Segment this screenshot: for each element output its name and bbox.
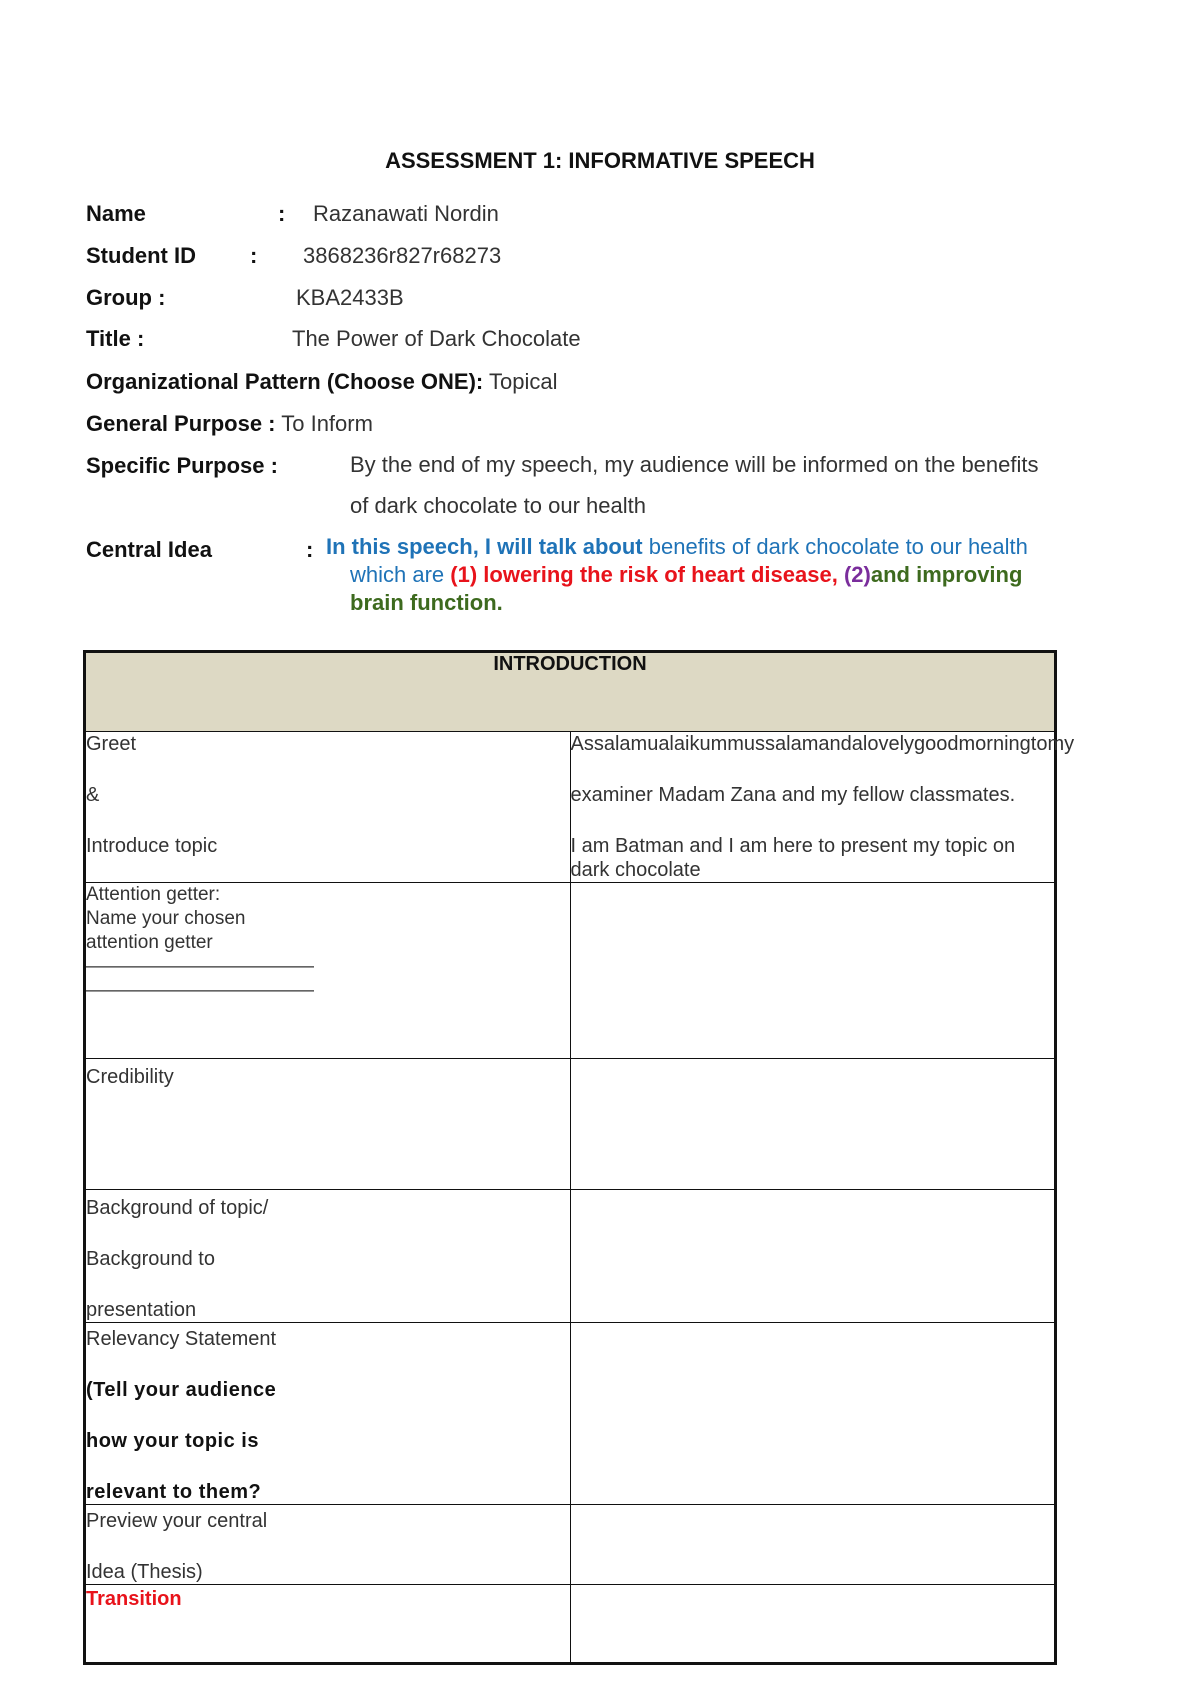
row-label-transition [85,1585,571,1664]
general-purpose-label: General Purpose : [86,411,276,436]
greet-word: lovely [862,733,915,755]
document-title: ASSESSMENT 1: INFORMATIVE SPEECH [385,148,815,173]
central-idea-which-are: which are [350,562,445,587]
student-id-value: 3868236r827r68273 [303,243,502,268]
table-header-row [85,652,1056,732]
attention-getter-hint1: Name your chosen [86,908,246,929]
greet-word: to [1030,733,1048,755]
background-label1: Background of topic/ [86,1197,269,1219]
table-row-background [85,1190,1056,1323]
greet-word: Assalamualaikummussalam [570,733,819,755]
attention-getter-label: Attention getter: [86,884,221,905]
org-pattern-row [86,369,557,395]
relevancy-hint3: relevant to them? [86,1481,262,1503]
org-pattern-label: Organizational Pattern (Choose ONE): [86,369,484,394]
row-content-greet[interactable] [570,732,1075,883]
introduction-table [83,650,1075,1665]
credibility-label: Credibility [86,1066,174,1088]
background-label2: Background to [86,1248,215,1270]
relevancy-hint1: (Tell your audience [86,1379,277,1401]
name-value: Razanawati Nordin [313,201,499,226]
greet-word: morning [958,733,1031,755]
row-content-credibility[interactable] [570,1059,1056,1190]
group-label: Group : [86,285,166,310]
group-value: KBA2433B [296,285,404,310]
central-idea-point2-text: and improving [870,562,1023,587]
name-label: Name [86,201,146,226]
row-content-preview[interactable] [570,1505,1056,1585]
specific-purpose-line1: By the end of my speech, my audience will be informed on the benefits [350,452,1039,477]
relevancy-label: Relevancy Statement [86,1328,277,1350]
central-idea-colon: : [306,537,314,562]
central-idea-point2-end: brain function. [350,590,503,615]
preview-label2: Idea (Thesis) [86,1561,203,1583]
greet-word: my [1047,733,1075,755]
greet-word: and [818,733,852,755]
row-label-credibility [85,1059,571,1190]
row-label-preview [85,1505,571,1585]
greet-word: a [851,733,863,755]
greet-label: Greet [86,733,137,755]
introduce-topic-label: Introduce topic [86,835,218,857]
attention-getter-blank1: ———————————— [86,956,314,977]
org-pattern-value: Topical [488,369,558,394]
row-label-relevancy [85,1323,571,1505]
row-label-attention-getter [85,883,571,1059]
title-label: Title : [86,326,145,351]
general-purpose-row [86,411,373,437]
row-content-attention-getter[interactable] [570,883,1056,1059]
relevancy-hint2: how your topic is [86,1430,259,1452]
introduction-header: INTRODUCTION [85,652,1056,732]
specific-purpose-label: Specific Purpose : [86,453,278,478]
student-id-label: Student ID [86,243,196,268]
student-id-colon: : [250,243,258,268]
table-row-preview [85,1505,1056,1585]
preview-label1: Preview your central [86,1510,268,1532]
greet-line3: I am Batman and I am here to present my topic on dark chocolate [570,835,1016,881]
row-content-background[interactable] [570,1190,1056,1323]
greet-line1 [570,732,1075,756]
row-label-greet [85,732,571,883]
row-label-background [85,1190,571,1323]
transition-label: Transition [86,1588,182,1610]
central-idea-point2-num: (2) [843,562,871,587]
background-label3: presentation [86,1299,197,1321]
attention-getter-hint2: attention getter [86,932,213,953]
central-idea-point1: (1) lowering the risk of heart disease, [450,562,838,587]
central-idea-topic: benefits of dark chocolate to our health [648,534,1028,559]
central-idea-text [326,533,1086,617]
table-row-transition [85,1585,1056,1664]
row-content-transition[interactable] [570,1585,1056,1664]
table-row-attention-getter [85,883,1056,1059]
central-idea-intro: In this speech, I will talk about [326,534,643,559]
general-purpose-value: To Inform [281,411,373,436]
central-idea-label: Central Idea [86,537,212,562]
specific-purpose-line2: of dark chocolate to our health [350,493,646,518]
specific-purpose-text [350,444,1120,526]
greet-line2: examiner Madam Zana and my fellow classmates. [570,784,1016,806]
title-value: The Power of Dark Chocolate [292,326,581,351]
attention-getter-blank2: ———————————— [86,980,314,1001]
ampersand-label: & [86,784,100,806]
table-row-greet [85,732,1056,883]
row-content-relevancy[interactable] [570,1323,1056,1505]
greet-word: good [914,733,959,755]
table-row-relevancy [85,1323,1056,1505]
name-colon: : [278,201,286,226]
table-row-credibility [85,1059,1056,1190]
